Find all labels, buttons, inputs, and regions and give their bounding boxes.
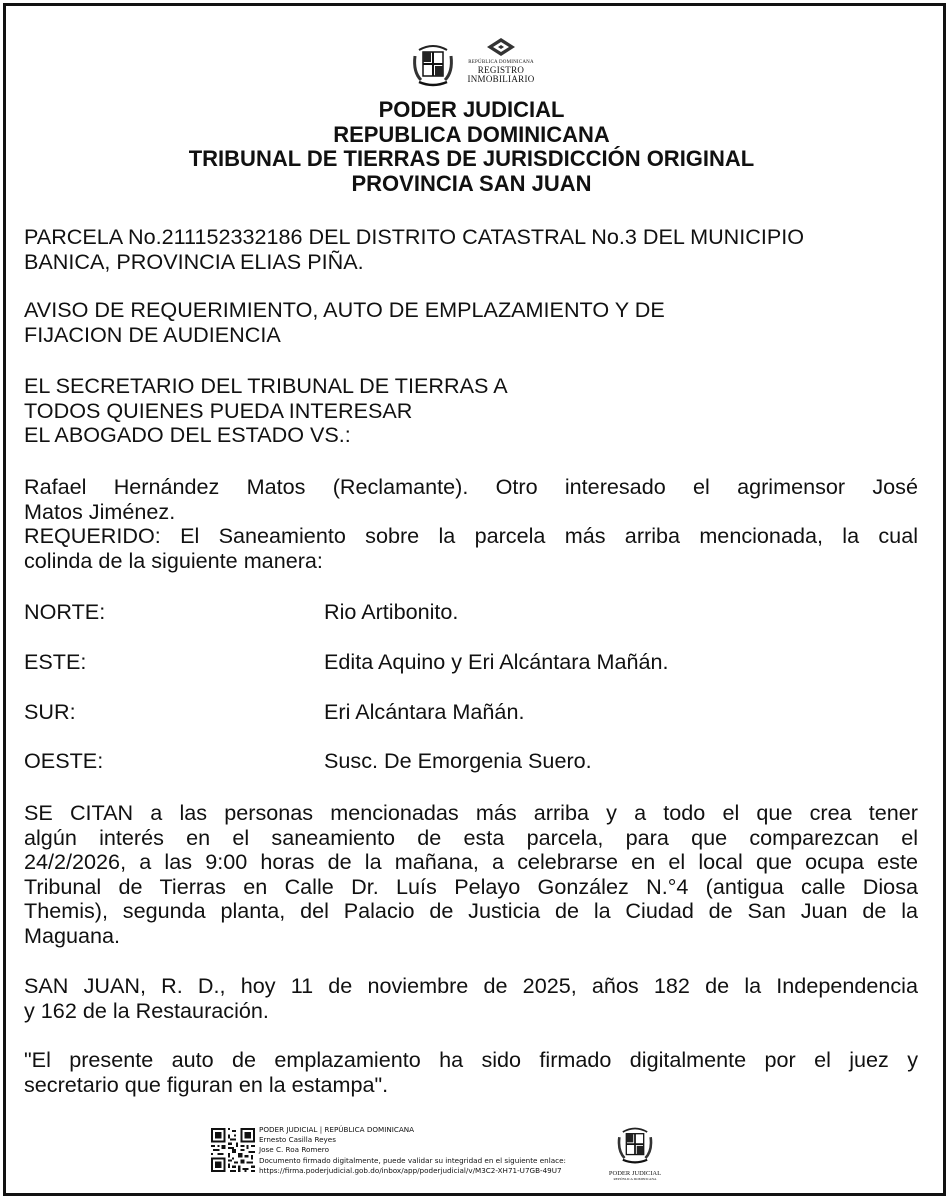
parties-line-3: REQUERIDO: El Saneamiento sobre la parcela más arriba mencionada, la cual <box>24 523 918 548</box>
footer-coat-of-arms-icon <box>615 1125 655 1165</box>
parcel-line-1: PARCELA No.211152332186 DEL DISTRITO CATASTRAL No.3 DEL MUNICIPIO <box>24 224 805 249</box>
seal-label: PODER JUDICIAL <box>608 1170 662 1177</box>
parties-line-2: Matos Jiménez. <box>24 498 176 524</box>
signer-2: Jose C. Roa Romero <box>259 1145 329 1155</box>
boundary-direction: ESTE: <box>24 649 87 674</box>
parties-paragraph <box>24 475 918 573</box>
boundary-value: Rio Artibonito. <box>324 599 459 624</box>
parcel-paragraph <box>24 225 918 274</box>
court-header <box>0 98 943 196</box>
parties-line-1: Rafael Hernández Matos (Reclamante). Otro interesado el agrimensor José <box>24 474 918 499</box>
header-logos <box>411 38 541 90</box>
addressees-line-1: EL SECRETARIO DEL TRIBUNAL DE TIERRAS A <box>24 373 508 398</box>
notice-title-paragraph <box>24 298 918 347</box>
dated-paragraph <box>24 974 918 1023</box>
verification-link[interactable]: https://firma.poderjudicial.gob.do/inbox/app/poderjudicial/v/M3C2-XH71-U7GB-49U7 <box>259 1165 562 1175</box>
header-line-4: PROVINCIA SAN JUAN <box>351 170 592 196</box>
notice-title-line-2: FIJACION DE AUDIENCIA <box>24 321 281 347</box>
dated-line-2: y 162 de la Restauración. <box>24 997 269 1023</box>
digital-signature-stamp <box>211 1125 671 1187</box>
signer-1: Ernesto Casilla Reyes <box>259 1135 336 1145</box>
poder-judicial-seal <box>607 1125 663 1185</box>
addressees-line-3: EL ABOGADO DEL ESTADO VS.: <box>24 422 351 447</box>
diamond-logo-icon <box>487 38 515 58</box>
citation-line-6: Maguana. <box>24 922 121 948</box>
qr-code-icon[interactable] <box>211 1128 255 1172</box>
boundary-value: Eri Alcántara Mañán. <box>324 699 525 724</box>
seal-sublabel: REPÚBLICA DOMINICANA <box>613 1177 657 1181</box>
signature-note: Documento firmado digitalmente, puede validar su integridad en el siguiente enlace: <box>259 1155 566 1165</box>
closing-line-1: "El presente auto de emplazamiento ha sido firmado digitalmente por el juez y <box>24 1047 918 1072</box>
citation-line-5: Themis), segunda planta, del Palacio de Justicia de la Ciudad de San Juan de la <box>24 898 918 923</box>
citation-line-2: algún interés en el saneamiento de esta parcela, para que comparezcan el <box>24 824 918 850</box>
signature-institution: PODER JUDICIAL | REPÚBLICA DOMINICANA <box>259 1125 415 1134</box>
closing-paragraph <box>24 1048 918 1097</box>
parties-line-4: colinda de la siguiente manera: <box>24 547 323 573</box>
citation-paragraph <box>24 801 918 948</box>
registry-name-2: INMOBILIARIO <box>467 74 535 84</box>
notice-title-line-1: AVISO DE REQUERIMIENTO, AUTO DE EMPLAZAMIENTO Y DE <box>24 297 665 322</box>
signature-details <box>259 1125 566 1176</box>
boundary-direction: OESTE: <box>24 748 104 773</box>
boundary-direction: SUR: <box>24 699 76 724</box>
dominican-coat-of-arms-icon <box>411 42 455 88</box>
citation-line-3: 24/2/2026, a las 9:00 horas de la mañana, a celebrarse en el local que ocupa este <box>24 849 918 874</box>
citation-line-1: SE CITAN a las personas mencionadas más arriba y a todo el que crea tener <box>24 800 918 825</box>
registry-name-1: REGISTRO <box>477 65 525 75</box>
header-line-2: REPUBLICA DOMINICANA <box>333 121 610 147</box>
registry-country: REPÚBLICA DOMINICANA <box>468 60 534 65</box>
parcel-line-2: BANICA, PROVINCIA ELIAS PIÑA. <box>24 248 364 274</box>
dated-line-1: SAN JUAN, R. D., hoy 11 de noviembre de 2025, años 182 de la Independencia <box>24 973 918 998</box>
header-line-3: TRIBUNAL DE TIERRAS DE JURISDICCIÓN ORIGINAL <box>188 146 755 171</box>
closing-line-2: secretario que figuran en la estampa". <box>24 1071 389 1097</box>
registro-inmobiliario-logo <box>461 38 541 90</box>
addressees-paragraph <box>24 374 918 448</box>
boundary-value: Susc. De Emorgenia Suero. <box>324 748 592 773</box>
addressees-line-2: TODOS QUIENES PUEDA INTERESAR <box>24 397 413 423</box>
header-line-1: PODER JUDICIAL <box>378 97 565 122</box>
boundary-direction: NORTE: <box>24 599 106 624</box>
citation-line-4: Tribunal de Tierras en Calle Dr. Luís Pelayo González N.°4 (antigua calle Diosa <box>24 873 918 899</box>
boundary-value: Edita Aquino y Eri Alcántara Mañán. <box>324 649 669 674</box>
